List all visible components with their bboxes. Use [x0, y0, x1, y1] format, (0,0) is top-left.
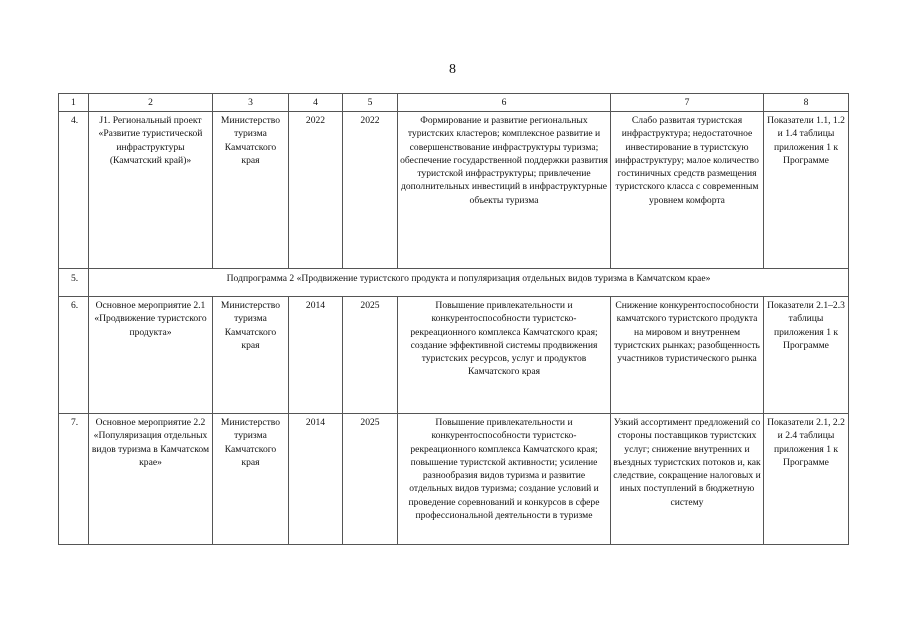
measure-name-cell: Основное мероприятие 2.2 «Популяризация отдельных видов туризма в Камчатском крае»	[89, 414, 213, 545]
measure-name-cell: Основное мероприятие 2.1 «Продвижение туристского продукта»	[89, 297, 213, 414]
subprogram-row	[59, 269, 849, 297]
program-measures-table	[58, 93, 849, 545]
table-row	[59, 414, 849, 545]
header-cell: 4	[289, 94, 343, 112]
start-year-cell: 2014	[289, 414, 343, 545]
header-cell: 8	[764, 94, 849, 112]
executor-cell: Министерство туризма Камчатского края	[213, 112, 289, 269]
executor-cell: Министерство туризма Камчатского края	[213, 414, 289, 545]
consequences-cell: Снижение конкурентоспособности камчатского туристского продукта на мировом и внутреннем туристских рынках; разобщенность участников туристического рынка	[611, 297, 764, 414]
header-cell: 2	[89, 94, 213, 112]
row-number-cell: 6.	[59, 297, 89, 414]
row-number-cell: 5.	[59, 269, 89, 297]
consequences-cell: Узкий ассортимент предложений со стороны поставщиков туристских услуг; снижение внутренних и въездных туристских потоков и, как следствие, сокращение налоговых и иных поступлений в бюджетную систему	[611, 414, 764, 545]
measure-name-cell: J1. Региональный проект «Развитие туристической инфраструктуры (Камчатский край)»	[89, 112, 213, 269]
executor-cell: Министерство туризма Камчатского края	[213, 297, 289, 414]
consequences-cell: Слабо развитая туристская инфраструктура; недостаточное инвестирование в туристскую инфраструктуру; малое количество гостиничных средств размещения туристского класса с современным уровнем комфорта	[611, 112, 764, 269]
expected-result-cell: Формирование и развитие региональных туристских кластеров; комплексное развитие и совершенствование инфраструктуры туризма; обеспечение государственной поддержки развития туристской инфраструктуры; привлечение дополнительных инвестиций в инфраструктурные объекты туризма	[398, 112, 611, 269]
start-year-cell: 2014	[289, 297, 343, 414]
table-header-row	[59, 94, 849, 112]
header-cell: 1	[59, 94, 89, 112]
indicators-cell: Показатели 2.1, 2.2 и 2.4 таблицы приложения 1 к Программе	[764, 414, 849, 545]
end-year-cell: 2022	[343, 112, 398, 269]
end-year-cell: 2025	[343, 414, 398, 545]
indicators-cell: Показатели 1.1, 1.2 и 1.4 таблицы приложения 1 к Программе	[764, 112, 849, 269]
header-cell: 3	[213, 94, 289, 112]
row-number-cell: 4.	[59, 112, 89, 269]
row-number-cell: 7.	[59, 414, 89, 545]
header-cell: 7	[611, 94, 764, 112]
start-year-cell: 2022	[289, 112, 343, 269]
table-row	[59, 112, 849, 269]
table-row	[59, 297, 849, 414]
header-cell: 6	[398, 94, 611, 112]
expected-result-cell: Повышение привлекательности и конкурентоспособности туристско-рекреационного комплекса Камчатского края; повышение туристской активности; усиление разнообразия видов туризма и развитие отдельных видов туризма; создание условий и проведение соревнований и конкурсов в сфере профессиональной деятельности в туризме	[398, 414, 611, 545]
header-cell: 5	[343, 94, 398, 112]
expected-result-cell: Повышение привлекательности и конкурентоспособности туристско-рекреационного комплекса Камчатского края; создание эффективной системы продвижения туристских ресурсов, услуг и продуктов Камчатского края	[398, 297, 611, 414]
page-number: 8	[449, 62, 456, 77]
subprogram-title-cell: Подпрограмма 2 «Продвижение туристского продукта и популяризация отдельных видов туризма в Камчатском крае»	[89, 269, 849, 297]
end-year-cell: 2025	[343, 297, 398, 414]
indicators-cell: Показатели 2.1–2.3 таблицы приложения 1 к Программе	[764, 297, 849, 414]
